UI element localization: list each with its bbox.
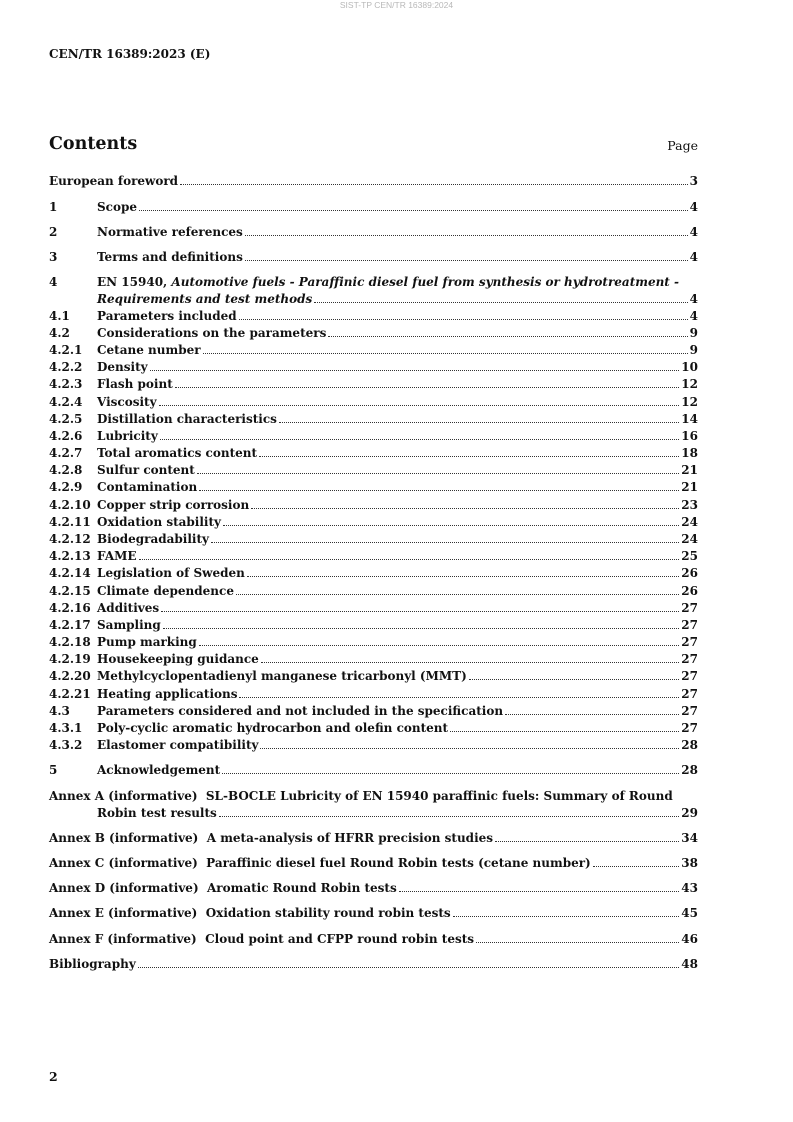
toc-entry-number: 4.2.18 (49, 635, 91, 649)
annex-label: Annex F (informative) (49, 932, 197, 946)
toc-entry-title: Heating applications (97, 687, 238, 701)
toc-entry-number: 4.2.14 (49, 566, 91, 580)
toc-entry-title: Viscosity (97, 395, 157, 409)
toc-entry-page: 27 (681, 669, 698, 683)
toc-entry-title: Sampling (97, 618, 161, 632)
toc-entry-page: 38 (681, 856, 698, 870)
document-id: CEN/TR 16389:2023 (E) (49, 47, 211, 61)
toc-entry-page: 24 (681, 515, 698, 529)
toc-entry-page: 16 (681, 429, 698, 443)
contents-title: Contents (49, 134, 138, 154)
toc-entry-number: 4.1 (49, 309, 70, 323)
footer-page-number: 2 (49, 1069, 58, 1084)
toc-entry-title: Additives (97, 601, 160, 615)
toc-entry-page: 24 (681, 532, 698, 546)
toc-entry-page: 9 (689, 326, 698, 340)
annex-title: Paraffinic diesel fuel Round Robin tests (cetane number) (206, 856, 591, 870)
toc-entry-page: 14 (681, 412, 698, 426)
toc-annex-a[interactable] (49, 789, 698, 821)
toc-entry-title: Copper strip corrosion (97, 498, 250, 512)
toc-entry-number: 4.2.4 (49, 395, 83, 409)
toc-entry-title: Pump marking (97, 635, 197, 649)
toc-entry-title-italic-cont: Requirements and test methods (97, 292, 313, 306)
toc-entry-page: 26 (681, 566, 698, 580)
toc-entry-number: 4.2.11 (49, 515, 91, 529)
toc-entry-number: 4.2.8 (49, 463, 83, 477)
toc-entry-page: 34 (681, 831, 698, 845)
toc-entry-page: 4 (689, 225, 698, 239)
toc-entry-number: 4.2.9 (49, 480, 83, 494)
toc-entry-number: 4.3.1 (49, 721, 83, 735)
toc-entry-page: 27 (681, 635, 698, 649)
annex-label: Annex E (informative) (49, 906, 198, 920)
toc-entry-title: Biodegradability (97, 532, 209, 546)
annex-title: SL-BOCLE Lubricity of EN 15940 paraffinic fuels: Summary of Round (205, 789, 673, 803)
toc-entry-page: 10 (681, 360, 698, 374)
toc-entry-page: 12 (681, 377, 698, 391)
toc-entry-title: Poly-cyclic aromatic hydrocarbon and olefin content (97, 721, 449, 735)
toc-entry-title: Distillation characteristics (97, 412, 277, 426)
toc-entry-page: 27 (681, 687, 698, 701)
toc-entry-number: 4.2.7 (49, 446, 83, 460)
toc-entry-page: 27 (681, 618, 698, 632)
toc-entry-number: 4 (49, 275, 58, 289)
toc-entry-number: 4.2.6 (49, 429, 83, 443)
toc-entry-number: 4.3 (49, 704, 70, 718)
toc-entry-number: 4.3.2 (49, 738, 83, 752)
watermark: SIST-TP CEN/TR 16389:2024 (339, 0, 454, 10)
toc-entry-title: Lubricity (97, 429, 158, 443)
toc-entry-title: Normative references (97, 225, 243, 239)
toc-entry-page: 4 (689, 200, 698, 214)
annex-title: Aromatic Round Robin tests (206, 881, 397, 895)
toc-entry-number: 4.2.16 (49, 601, 91, 615)
toc-entry-number: 4.2.2 (49, 360, 83, 374)
toc-entry-number: 1 (49, 200, 58, 214)
toc-entry-page: 4 (689, 250, 698, 264)
toc-entry-title: Legislation of Sweden (97, 566, 245, 580)
annex-title: Cloud point and CFPP round robin tests (205, 932, 475, 946)
toc-entry-page: 18 (681, 446, 698, 460)
toc-entry-title: Elastomer compatibility (97, 738, 259, 752)
toc-entry-title: Terms and definitions (97, 250, 243, 264)
toc-entry-page: 4 (689, 309, 698, 323)
annex-label: Annex A (informative) (49, 789, 198, 803)
annex-title: Oxidation stability round robin tests (205, 906, 451, 920)
toc-entry-title: Density (97, 360, 148, 374)
toc-entry-page: 48 (681, 957, 698, 971)
annex-label: Annex D (informative) (49, 881, 199, 895)
toc-entry-title: European foreword (49, 174, 179, 188)
toc-entry-number: 4.2.5 (49, 412, 83, 426)
toc-entry-page: 46 (681, 932, 698, 946)
toc-entry-title: Parameters included (97, 309, 237, 323)
annex-label: Annex C (informative) (49, 856, 198, 870)
toc-entry-page: 9 (689, 343, 698, 357)
toc-entry-page: 4 (689, 292, 698, 306)
toc-entry-title-italic: Automotive fuels - Paraffinic diesel fuel from synthesis or hydrotreatment - (171, 275, 680, 289)
toc-entry-page: 29 (681, 806, 698, 820)
toc-entry-number: 4.2.19 (49, 652, 91, 666)
annex-title: A meta-analysis of HFRR precision studies (206, 831, 494, 845)
toc-entry-title: Scope (97, 200, 138, 214)
toc-entry-page: 28 (681, 763, 698, 777)
toc-entry-page: 21 (681, 463, 698, 477)
toc-entry-number: 4.2.3 (49, 377, 83, 391)
toc-entry-page: 27 (681, 704, 698, 718)
toc-entry-page: 43 (681, 881, 698, 895)
toc-entry-title: Parameters considered and not included in the specification (97, 704, 504, 718)
toc-entry-number: 3 (49, 250, 58, 264)
toc-entry-page: 28 (681, 738, 698, 752)
toc-entry-page: 27 (681, 652, 698, 666)
toc-entry-page: 23 (681, 498, 698, 512)
toc-entry-en15940[interactable] (49, 275, 698, 307)
toc-entry-page: 25 (681, 549, 698, 563)
toc-entry-page: 27 (681, 601, 698, 615)
annex-label: Annex B (informative) (49, 831, 199, 845)
toc-entry-title: Contamination (97, 480, 198, 494)
toc-entry-title: FAME (97, 549, 137, 563)
toc-entry-title: Oxidation stability (97, 515, 221, 529)
toc-entry-number: 4.2.15 (49, 584, 91, 598)
toc-entry-number: 4.2.13 (49, 549, 91, 563)
toc-entry-number: 4.2.20 (49, 669, 91, 683)
toc-entry-number: 4.2.10 (49, 498, 91, 512)
toc-entry-title: Acknowledgement (97, 763, 221, 777)
annex-title-cont: Robin test results (97, 806, 217, 820)
toc-entry-title: Bibliography (49, 957, 136, 971)
toc-entry-title: Considerations on the parameters (97, 326, 327, 340)
toc-entry-title: Total aromatics content (97, 446, 258, 460)
toc-entry-number: 2 (49, 225, 58, 239)
toc-entry-number: 4.2.21 (49, 687, 91, 701)
toc-entry-page: 21 (681, 480, 698, 494)
toc-entry-page: 3 (689, 174, 698, 188)
toc-entry-page: 45 (681, 906, 698, 920)
toc-entry-page: 26 (681, 584, 698, 598)
toc-entry-page: 27 (681, 721, 698, 735)
toc-entry-title: Sulfur content (97, 463, 195, 477)
toc-entry-number: 5 (49, 763, 58, 777)
toc-entry-title-prefix: EN 15940, (97, 275, 172, 289)
toc-entry-number: 4.2.17 (49, 618, 91, 632)
toc-entry-number: 4.2.12 (49, 532, 91, 546)
toc-entry-number: 4.2 (49, 326, 70, 340)
toc-entry-number: 4.2.1 (49, 343, 83, 357)
toc-entry-title: Housekeeping guidance (97, 652, 259, 666)
page-column-label: Page (667, 138, 698, 153)
toc-entry-title: Flash point (97, 377, 173, 391)
toc-entry-title: Methylcyclopentadienyl manganese tricarbonyl (MMT) (97, 669, 467, 683)
toc-entry-title: Cetane number (97, 343, 201, 357)
toc-entry-page: 12 (681, 395, 698, 409)
toc-entry-title: Climate dependence (97, 584, 234, 598)
